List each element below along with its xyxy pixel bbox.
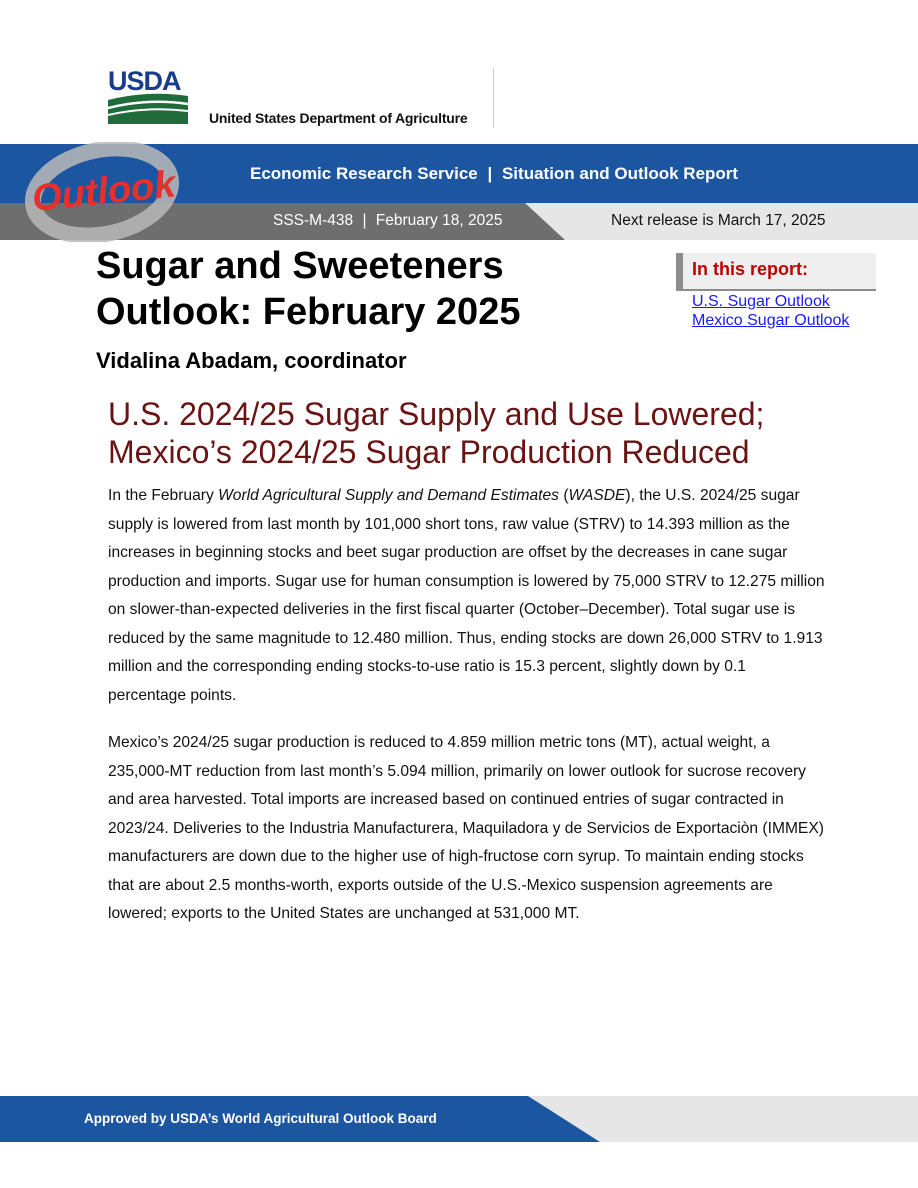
next-release: Next release is March 17, 2025: [611, 212, 826, 229]
service-name: Economic Research Service: [250, 164, 478, 183]
paragraph-us-sugar: [108, 482, 828, 710]
report-id-date: [273, 212, 502, 230]
para1-paren: (: [558, 487, 569, 504]
headline: [108, 395, 868, 471]
coordinator: Vidalina Abadam, coordinator: [96, 348, 407, 373]
wasde-abbr: WASDE: [568, 487, 626, 504]
agency-name: United States Department of Agriculture: [209, 110, 468, 126]
headline-line-2: Mexico’s 2024/25 Sugar Production Reduced: [108, 434, 750, 470]
para1-prefix: In the February: [108, 487, 219, 504]
outlook-emblem: [22, 142, 182, 242]
report-id: SSS-M-438: [273, 212, 354, 229]
wasde-title: World Agricultural Supply and Demand Estimates: [218, 487, 559, 504]
report-title: [96, 243, 656, 335]
paragraph-mexico-sugar: Mexico’s 2024/25 sugar production is reduced to 4.859 million metric tons (MT), actual weight, a 235,000-MT reduction from last month’s 5.094 million, primarily on lower outlook for sucrose recovery and area harvested. Total imports are increased based on continued entries of sugar contracted in 2023/24. Deliveries to the Industria Manufacturera, Maquiladora y de Servicios de Exportaciòn (IMMEX) manufacturers are down due to the higher use of high-fructose corn syrup. To maintain ending stocks that are about 2.5 months-worth, exports outside of the U.S.-Mexico suspension agreements are lowered; exports to the United States are unchanged at 531,000 MT.: [108, 734, 824, 922]
report-type: Situation and Outlook Report: [501, 164, 739, 183]
report-date: February 18, 2025: [375, 212, 503, 229]
logo-divider: [493, 68, 494, 128]
para1-rest: ), the U.S. 2024/25 sugar supply is lowered from last month by 101,000 short tons, raw value (STRV) to 14.393 million as the increases in beginning stocks and beet sugar production are offset by the decreases in cane sugar production and imports. Sugar use for human consumption is lowered by 75,000 STRV to 12.275 million on slower-than-expected deliveries in the first fiscal quarter (October–December). Total sugar use is reduced by the same magnitude to 12.480 million. Thus, ending stocks are down 26,000 STRV to 1.913 million and the corresponding ending stocks-to-use ratio is 15.3 percent, slightly down by 0.1 percentage points.: [108, 487, 825, 704]
banner-separator: |: [487, 164, 493, 183]
emblem-text: Outlook: [30, 163, 178, 221]
id-separator: |: [362, 212, 367, 229]
title-line-1: Sugar and Sweeteners: [96, 245, 504, 287]
toc-link-us-sugar[interactable]: U.S. Sugar Outlook: [692, 293, 830, 310]
usda-wordmark: USDA: [108, 66, 181, 96]
approval-text: Approved by USDA’s World Agricultural Outlook Board: [84, 1111, 437, 1126]
banner-title: [250, 164, 738, 184]
headline-line-1: U.S. 2024/25 Sugar Supply and Use Lowered;: [108, 396, 765, 432]
toc-link-mexico-sugar[interactable]: Mexico Sugar Outlook: [692, 312, 850, 329]
title-line-2: Outlook: February 2025: [96, 291, 521, 333]
in-this-report-heading: In this report:: [692, 259, 808, 279]
